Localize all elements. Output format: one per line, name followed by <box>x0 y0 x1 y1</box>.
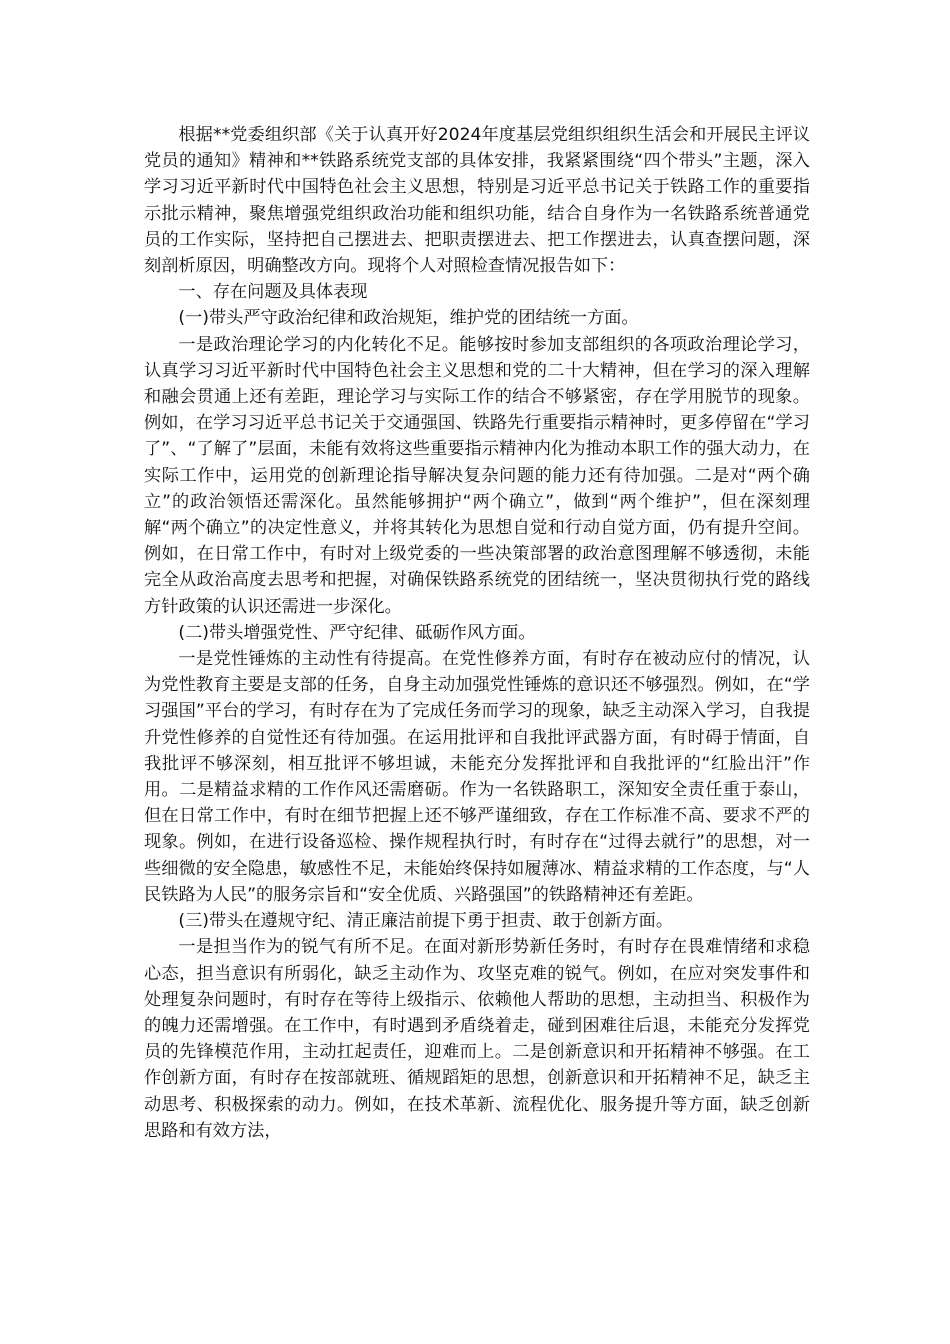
intro-paragraph: 根据**党委组织部《关于认真开好2024年度基层党组织组织生活会和开展民主评议党员的通知》精神和**铁路系统党支部的具体安排，我紧紧围绕“四个带头”主题，深入学习习近平新时代中国特色社会主义思想，特别是习近平总书记关于铁路工作的重要指示批示精神，聚焦增强党组织政治功能和组织功能，结合自身作为一名铁路系统普通党员的工作实际，坚持把自己摆进去、把职责摆进去、把工作摆进去，认真查摆问题，深刻剖析原因，明确整改方向。现将个人对照检查情况报告如下： <box>144 125 810 277</box>
subsection-heading-2: (二)带头增强党性、严守纪律、砥砺作风方面。 <box>178 622 536 643</box>
subsection-body-2: 一是党性锤炼的主动性有待提高。在党性修养方面，有时存在被动应付的情况，认为党性教育主要是支部的任务，自身主动加强党性锤炼的意识还不够强烈。例如，在“学习强国”平台的学习，有时存在为了完成任务而学习的现象，缺乏主动深入学习，自我提升党性修养的自觉性还有待加强。在运用批评和自我批评武器方面，有时碍于情面，自我批评不够深刻，相互批评不够坦诚，未能充分发挥批评和自我批评的“红脸出汗”作用。二是精益求精的工作作风还需磨砺。作为一名铁路职工，深知安全责任重于泰山，但在日常工作中，有时在细节把握上还不够严谨细致，存在工作标准不高、要求不严的现象。例如，在进行设备巡检、操作规程执行时，有时存在“过得去就行”的思想，对一些细微的安全隐患，敏感性不足，未能始终保持如履薄冰、精益求精的工作态度，与“人民铁路为人民”的服务宗旨和“安全优质、兴路强国”的铁路精神还有差距。 <box>144 649 810 905</box>
section-heading-problems: 一、存在问题及具体表现 <box>178 282 368 303</box>
document-page <box>144 122 810 1144</box>
subsection-body-3: 一是担当作为的锐气有所不足。在面对新形势新任务时，有时存在畏难情绪和求稳心态，担当意识有所弱化，缺乏主动作为、攻坚克难的锐气。例如，在应对突发事件和处理复杂问题时，有时存在等待上级指示、依赖他人帮助的思想，主动担当、积极作为的魄力还需增强。在工作中，有时遇到矛盾绕着走，碰到困难往后退，未能充分发挥党员的先锋模范作用，主动扛起责任，迎难而上。二是创新意识和开拓精神不够强。在工作创新方面，有时存在按部就班、循规蹈矩的思想，创新意识和开拓精神不足，缺乏主动思考、积极探索的动力。例如，在技术革新、流程优化、服务提升等方面，缺乏创新思路和有效方法， <box>144 937 810 1141</box>
subsection-heading-1: (一)带头严守政治纪律和政治规矩，维护党的团结统一方面。 <box>178 308 639 329</box>
subsection-body-1: 一是政治理论学习的内化转化不足。能够按时参加支部组织的各项政治理论学习，认真学习习近平新时代中国特色社会主义思想和党的二十大精神，但在学习的深入理解和融会贯通上还有差距，理论学习与实际工作的结合不够紧密，存在学用脱节的现象。例如，在学习习近平总书记关于交通强国、铁路先行重要指示精神时，更多停留在“学习了”、“了解了”层面，未能有效将这些重要指示精神内化为推动本职工作的强大动力，在实际工作中，运用党的创新理论指导解决复杂问题的能力还有待加强。二是对“两个确立”的政治领悟还需深化。虽然能够拥护“两个确立”，做到“两个维护”，但在深刻理解“两个确立”的决定性意义，并将其转化为思想自觉和行动自觉方面，仍有提升空间。例如，在日常工作中，有时对上级党委的一些决策部署的政治意图理解不够透彻，未能完全从政治高度去思考和把握，对确保铁路系统党的团结统一，坚决贯彻执行党的路线方针政策的认识还需进一步深化。 <box>144 334 810 617</box>
subsection-heading-3: (三)带头在遵规守纪、清正廉洁前提下勇于担责、敢于创新方面。 <box>178 911 674 932</box>
